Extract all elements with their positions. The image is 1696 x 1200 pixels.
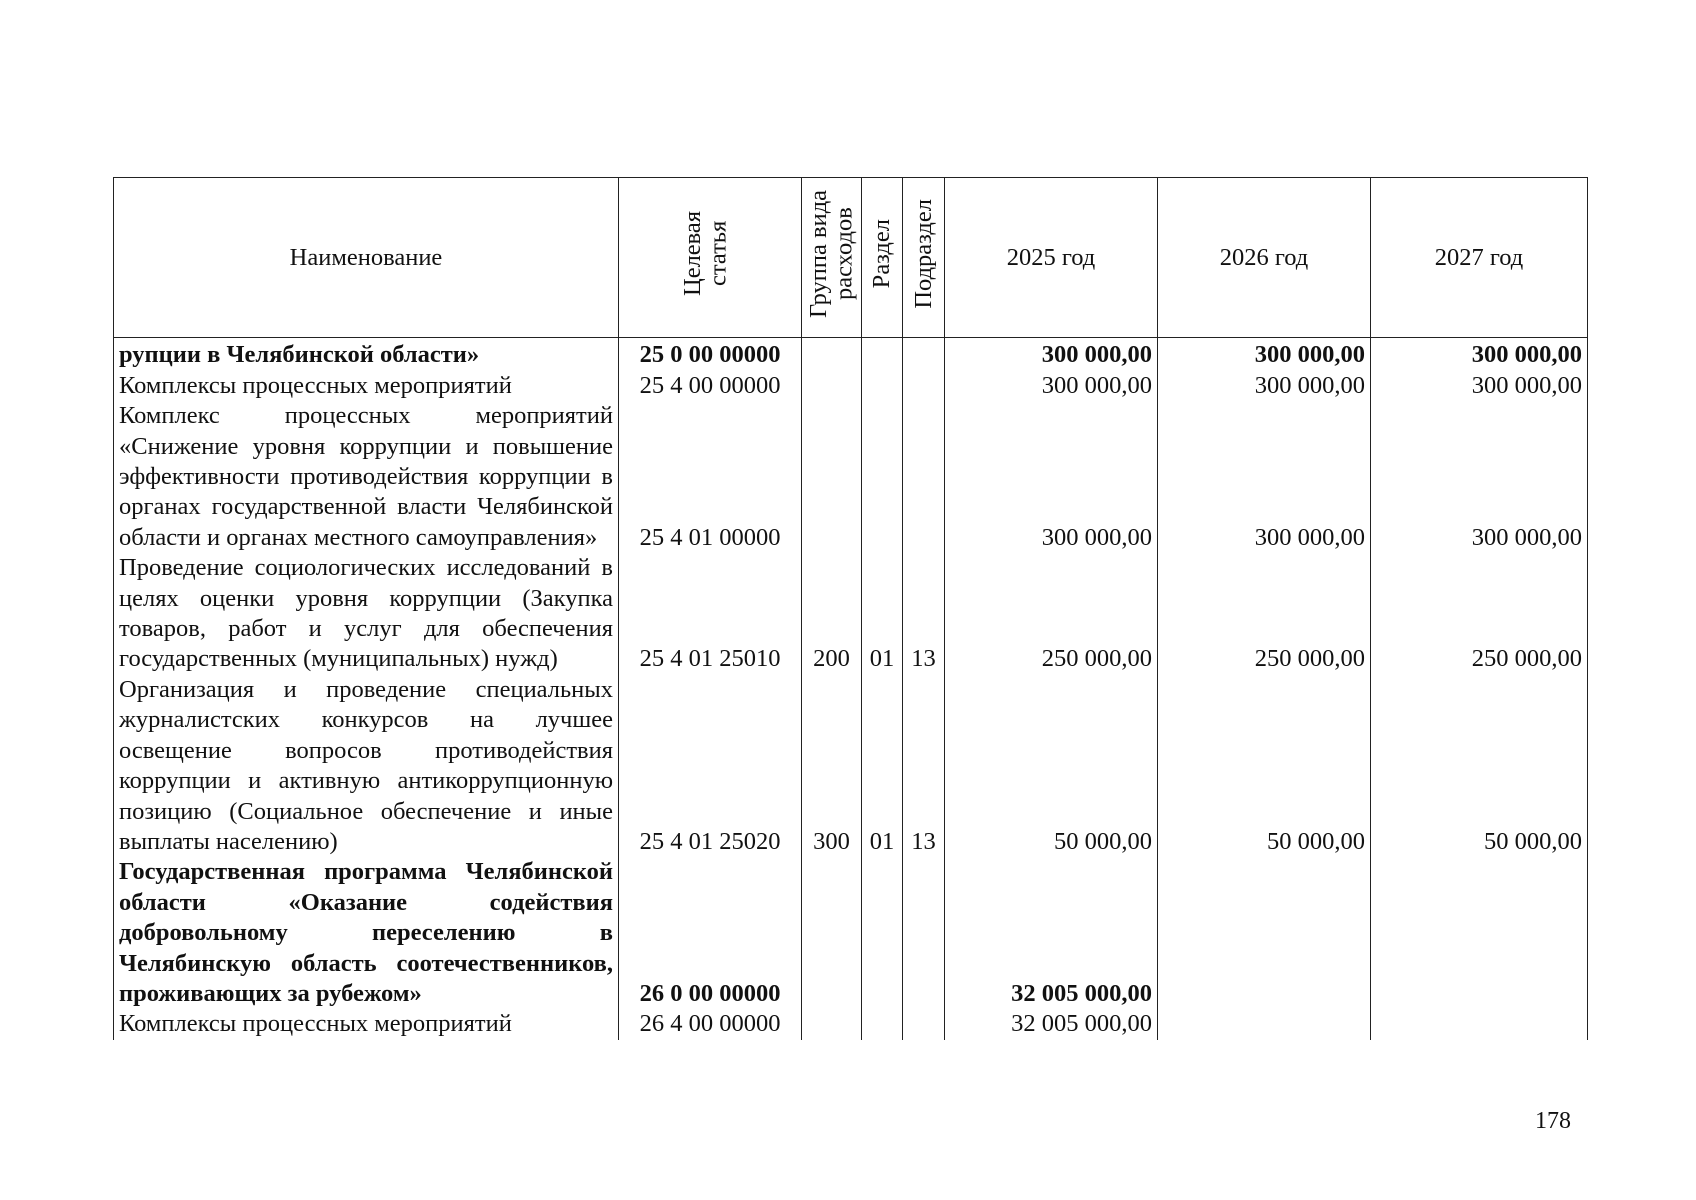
row-amount-2027: 300 000,00: [1371, 371, 1588, 401]
row-amount-2025: 300 000,00: [945, 338, 1158, 371]
table-row: [114, 553, 1588, 675]
row-amount-2026: 300 000,00: [1158, 371, 1371, 401]
header-year-2025: 2025 год: [945, 178, 1158, 338]
row-expense-group: [802, 1009, 862, 1039]
row-section: 01: [862, 553, 903, 675]
row-subsection: [903, 338, 945, 371]
row-section: [862, 857, 903, 1009]
row-target-article: 25 4 01 25010: [619, 553, 802, 675]
row-amount-2027: 250 000,00: [1371, 553, 1588, 675]
row-expense-group: [802, 857, 862, 1009]
row-name: Государственная программа Челябинской области «Оказание содействия добровольному переселению в Челябинскую область соотечественников, проживающих за рубежом»: [114, 857, 619, 1009]
budget-table: [113, 177, 1588, 1040]
row-section: [862, 371, 903, 401]
row-amount-2025: 300 000,00: [945, 371, 1158, 401]
row-subsection: [903, 857, 945, 1009]
row-target-article: 25 0 00 00000: [619, 338, 802, 371]
row-amount-2027: [1371, 1009, 1588, 1039]
row-subsection: [903, 1009, 945, 1039]
table-row: [114, 857, 1588, 1009]
row-amount-2025: 300 000,00: [945, 401, 1158, 553]
row-name: Проведение социологических исследований в целях оценки уровня коррупции (Закупка товаров, работ и услуг для обеспечения государственных (муниципальных) нужд): [114, 553, 619, 675]
row-name: Комплекс процессных мероприятий «Снижение уровня коррупции и повышение эффективности противодействия коррупции в органах государственной власти Челябинской области и органах местного самоуправления»: [114, 401, 619, 553]
table-row: [114, 338, 1588, 371]
row-target-article: 25 4 01 25020: [619, 675, 802, 857]
table-row: [114, 401, 1588, 553]
header-row: [114, 178, 1588, 338]
table-row: [114, 371, 1588, 401]
row-section: [862, 1009, 903, 1039]
row-amount-2026: 300 000,00: [1158, 401, 1371, 553]
header-year-2026: 2026 год: [1158, 178, 1371, 338]
row-subsection: [903, 371, 945, 401]
row-target-article: 25 4 01 00000: [619, 401, 802, 553]
row-subsection: [903, 401, 945, 553]
row-amount-2026: 300 000,00: [1158, 338, 1371, 371]
row-expense-group: 300: [802, 675, 862, 857]
header-year-2027: 2027 год: [1371, 178, 1588, 338]
row-expense-group: [802, 371, 862, 401]
row-amount-2025: 32 005 000,00: [945, 857, 1158, 1009]
row-amount-2026: [1158, 857, 1371, 1009]
row-section: [862, 401, 903, 553]
page-number: 178: [1535, 1108, 1571, 1134]
table-row: [114, 675, 1588, 857]
row-amount-2027: [1371, 857, 1588, 1009]
row-subsection: 13: [903, 553, 945, 675]
row-amount-2025: 250 000,00: [945, 553, 1158, 675]
row-expense-group: [802, 401, 862, 553]
header-section: Раздел: [862, 178, 903, 338]
row-target-article: 26 0 00 00000: [619, 857, 802, 1009]
header-expense-group: Группа вида расходов: [802, 178, 862, 338]
row-amount-2027: 300 000,00: [1371, 401, 1588, 553]
row-amount-2026: [1158, 1009, 1371, 1039]
budget-table-container: [113, 177, 1588, 1040]
row-amount-2027: 300 000,00: [1371, 338, 1588, 371]
row-amount-2025: 32 005 000,00: [945, 1009, 1158, 1039]
row-target-article: 26 4 00 00000: [619, 1009, 802, 1039]
row-name: Комплексы процессных мероприятий: [114, 1009, 619, 1039]
row-target-article: 25 4 00 00000: [619, 371, 802, 401]
row-expense-group: 200: [802, 553, 862, 675]
row-name: рупции в Челябинской области»: [114, 338, 619, 371]
row-section: [862, 338, 903, 371]
row-name: Организация и проведение специальных журналистских конкурсов на лучшее освещение вопросов противодействия коррупции и активную антикоррупционную позицию (Социальное обеспечение и иные выплаты населению): [114, 675, 619, 857]
header-target-article: Целевая статья: [619, 178, 802, 338]
header-name: Наименование: [114, 178, 619, 338]
row-amount-2027: 50 000,00: [1371, 675, 1588, 857]
header-subsection: Подраздел: [903, 178, 945, 338]
row-amount-2026: 50 000,00: [1158, 675, 1371, 857]
row-name: Комплексы процессных мероприятий: [114, 371, 619, 401]
row-section: 01: [862, 675, 903, 857]
row-amount-2025: 50 000,00: [945, 675, 1158, 857]
row-expense-group: [802, 338, 862, 371]
row-subsection: 13: [903, 675, 945, 857]
row-amount-2026: 250 000,00: [1158, 553, 1371, 675]
table-row: [114, 1009, 1588, 1039]
